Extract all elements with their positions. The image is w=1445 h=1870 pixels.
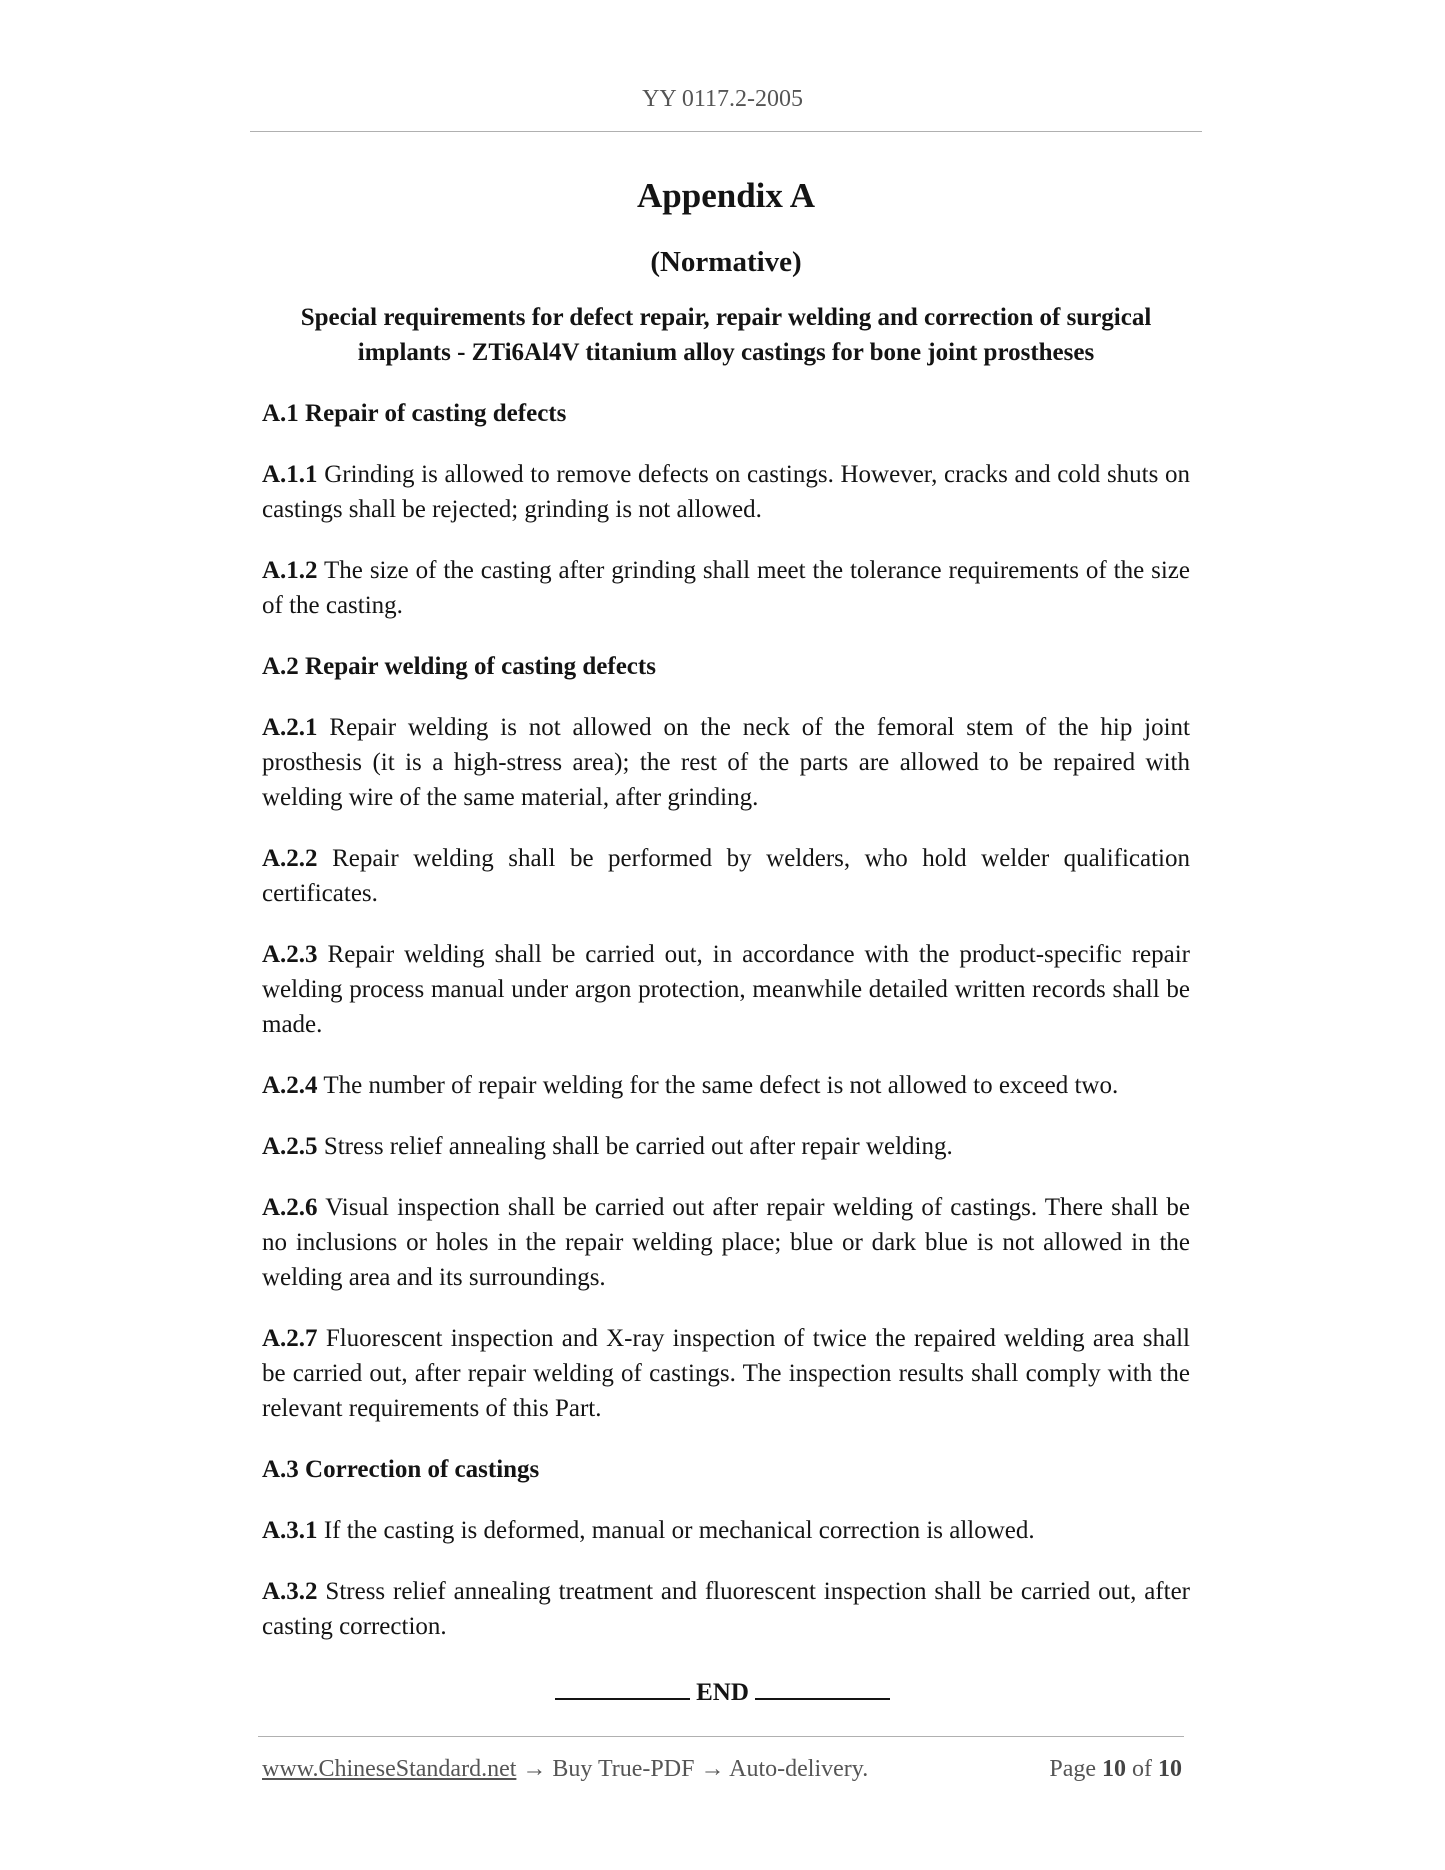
page-current: 10	[1102, 1756, 1126, 1782]
clause-text: Fluorescent inspection and X-ray inspection of twice the repaired welding area shall be carried out, after repair welding of castings. The inspection results shall comply with the relevant requirements of this Part.	[262, 1325, 1190, 1422]
clause	[262, 937, 1190, 1042]
clause-number: A.1.2	[262, 557, 318, 584]
document-id: YY 0117.2-2005	[642, 86, 803, 112]
end-line-right	[755, 1678, 890, 1700]
clause-number: A.3.1	[262, 1517, 318, 1544]
clause	[262, 1190, 1190, 1295]
clause-text: Repair welding shall be carried out, in accordance with the product-specific repair welding process manual under argon protection, meanwhile detailed written records shall be made.	[262, 941, 1191, 1038]
site-link[interactable]: www.ChineseStandard.net	[262, 1756, 517, 1782]
header-divider	[250, 131, 1202, 132]
clause-text: Repair welding is not allowed on the neck of the femoral stem of the hip joint prosthesis (it is a high-stress area); the rest of the parts are allowed to be repaired with welding wire of the same material, after grinding.	[262, 714, 1190, 811]
clause-number: A.2.3	[262, 941, 318, 968]
clause	[262, 1321, 1190, 1426]
end-line-left	[555, 1678, 690, 1700]
clause	[262, 1513, 1190, 1548]
clause	[262, 710, 1190, 815]
page-content	[262, 172, 1190, 1644]
delivery-text: Auto-delivery.	[729, 1756, 869, 1782]
clause-number: A.2.1	[262, 714, 318, 741]
of-label: of	[1132, 1756, 1152, 1782]
clause-text: Stress relief annealing shall be carried out after repair welding.	[323, 1133, 953, 1160]
end-label: END	[696, 1679, 749, 1706]
page-label: Page	[1049, 1756, 1096, 1782]
clause	[262, 553, 1190, 623]
section-heading: A.2 Repair welding of casting defects	[262, 653, 656, 680]
arrow-right-icon: →	[700, 1756, 725, 1782]
clause-number: A.2.6	[262, 1194, 318, 1221]
clause	[262, 1068, 1190, 1103]
footer-promo	[262, 1756, 868, 1783]
clause	[262, 841, 1190, 911]
clause-number: A.2.5	[262, 1133, 318, 1160]
clause-number: A.2.7	[262, 1325, 318, 1352]
end-marker	[0, 1678, 1445, 1707]
clause	[262, 1574, 1190, 1644]
clause-text: If the casting is deformed, manual or mechanical correction is allowed.	[323, 1517, 1035, 1544]
section-heading: A.1 Repair of casting defects	[262, 400, 567, 427]
clause-number: A.2.4	[262, 1072, 318, 1099]
clause-number: A.2.2	[262, 845, 318, 872]
clause	[262, 1129, 1190, 1164]
clause	[262, 457, 1190, 527]
clause-text: Stress relief annealing treatment and fluorescent inspection shall be carried out, after casting correction.	[262, 1578, 1190, 1640]
footer-divider	[258, 1736, 1184, 1737]
page-indicator	[1049, 1756, 1182, 1783]
section-heading: A.3 Correction of castings	[262, 1456, 540, 1483]
clause-number: A.3.2	[262, 1578, 318, 1605]
clause-text: Grinding is allowed to remove defects on castings. However, cracks and cold shuts on castings shall be rejected; grinding is not allowed.	[262, 461, 1190, 523]
arrow-right-icon: →	[522, 1756, 547, 1782]
clause-text: Repair welding shall be performed by welders, who hold welder qualification certificates.	[262, 845, 1190, 907]
buy-text: Buy True-PDF	[552, 1756, 695, 1782]
page-total: 10	[1158, 1756, 1182, 1782]
clause-text: The size of the casting after grinding shall meet the tolerance requirements of the size of the casting.	[262, 557, 1190, 619]
clause-text: The number of repair welding for the same defect is not allowed to exceed two.	[323, 1072, 1119, 1099]
appendix-heading: Special requirements for defect repair, repair welding and correction of surgical implants - ZTi6Al4V titanium alloy castings for bone joint prostheses	[300, 304, 1152, 366]
appendix-title: Appendix A	[637, 176, 815, 215]
appendix-subtitle: (Normative)	[650, 246, 802, 278]
clause-text: Visual inspection shall be carried out after repair welding of castings. There shall be no inclusions or holes in the repair welding place; blue or dark blue is not allowed in the welding area and its surroundings.	[262, 1194, 1190, 1291]
clause-number: A.1.1	[262, 461, 318, 488]
